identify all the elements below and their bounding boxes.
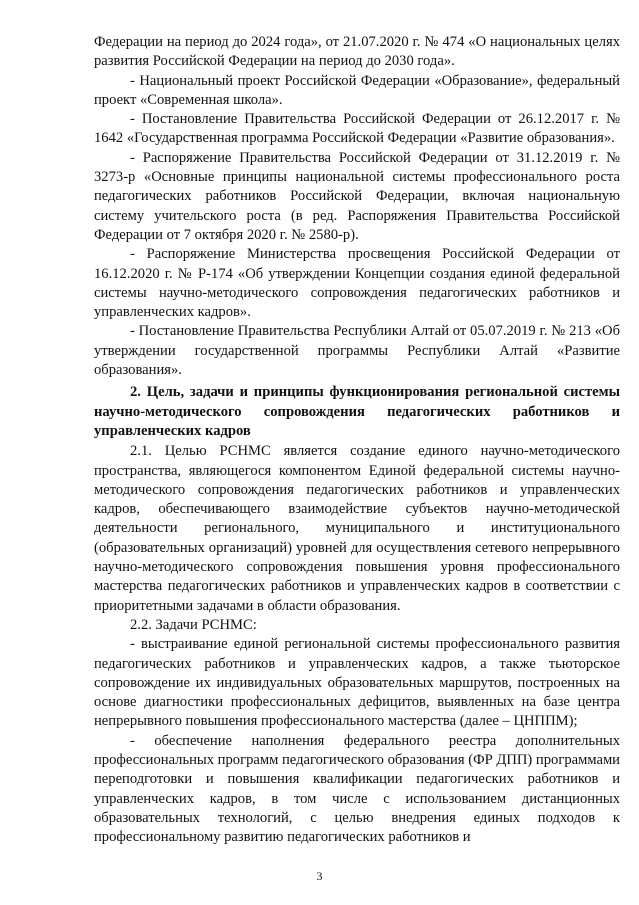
- paragraph-continuation: Федерации на период до 2024 года», от 21.07.2020 г. № 474 «О национальных целях развития Российской Федерации на период до 2030 года».: [94, 34, 620, 70]
- paragraph-order-r174: - Распоряжение Министерства просвещения Российской Федерации от 16.12.2020 г. № Р-174 «Об утверждении Концепции создания единой федеральной системы научно-методического сопровождения педагогических работников и управленческих кадров».: [94, 246, 620, 321]
- document-page: [94, 33, 620, 847]
- paragraph-task-2: - обеспечение наполнения федерального реестра дополнительных профессиональных программ педагогического образования (ФР ДПП) программами переподготовки и повышения квалификации педагогических работников и управленческих кадров, в том числе с использованием дистанционных образовательных технологий, с целью внедрения единых подходов к профессиональному развитию педагогических работников и: [94, 732, 620, 846]
- paragraph-resolution-1642: - Постановление Правительства Российской Федерации от 26.12.2017 г. № 1642 «Государственная программа Российской Федерации «Развитие образования».: [94, 111, 620, 147]
- paragraph-task-1: - выстраивание единой региональной системы профессионального развития педагогических работников и управленческих кадров, а также тьюторское сопровождение их индивидуальных образовательных маршрутов, построенных на основе диагностики профессиональных дефицитов, выявленных на базе центра непрерывного повышения профессионального мастерства (далее – ЦНППМ);: [94, 636, 620, 730]
- paragraph-tasks-title: 2.2. Задачи РСНМС:: [130, 616, 257, 633]
- paragraph-altai-resolution-213: - Постановление Правительства Республики Алтай от 05.07.2019 г. № 213 «Об утверждении государственной программы Республики Алтай «Развитие образования».: [94, 323, 620, 379]
- page-number: 3: [316, 869, 323, 883]
- section-heading: 2. Цель, задачи и принципы функционирования региональной системы научно-методического сопровождения педагогических работников и управленческих кадров: [94, 384, 620, 439]
- paragraph-national-project: - Национальный проект Российской Федерации «Образование», федеральный проект «Современная школа».: [94, 72, 620, 108]
- paragraph-goal: 2.1. Целью РСНМС является создание единого научно-методического пространства, являющегося компонентом Единой федеральной системы научно-методического сопровождения педагогических работников и управленческих кадров, обеспечивающего взаимодействие субъектов научно-методической деятельности регионального, муниципального и институционального (образовательных организаций) уровней для осуществления сетевого непрерывного научно-методического сопровождения повышения уровня профессионального мастерства педагогических работников и управленческих кадров в соответствии с приоритетными задачами в области образования.: [94, 443, 620, 614]
- paragraph-order-3273: - Распоряжение Правительства Российской Федерации от 31.12.2019 г. № 3273-р «Основные принципы национальной системы профессионального роста педагогических работников Российской Федерации, включая национальную систему учительского роста (в ред. Распоряжения Правительства Российской Федерации от 7 октября 2020 г. № 2580-р).: [94, 149, 620, 243]
